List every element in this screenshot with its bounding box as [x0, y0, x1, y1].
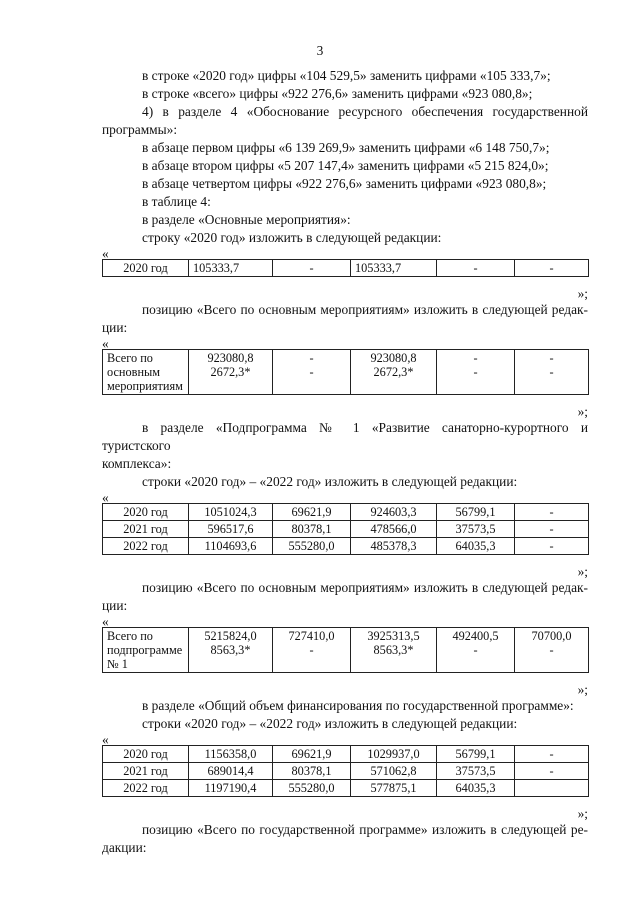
table-cell: 69621,9 — [273, 746, 351, 763]
closing-quote: »; — [577, 404, 588, 419]
table-row — [103, 260, 589, 277]
text-line: программы»: — [102, 122, 178, 137]
value-reserve: 2672,3* — [210, 365, 251, 379]
text-line: строку «2020 год» изложить в следующей редакции: — [142, 230, 442, 245]
text-line: ции: — [102, 320, 128, 335]
text-line: 4) в разделе 4 «Обоснование ресурсного обеспечения государственной — [142, 104, 588, 119]
table-cell: 105333,7 — [189, 260, 273, 277]
value-reserve: 8563,3* — [373, 643, 414, 657]
table-cell: 2021 год — [103, 763, 189, 780]
table-subprogram-years — [102, 503, 589, 555]
table-row — [103, 628, 589, 673]
table-cell: - — [515, 746, 589, 763]
table-cell: 80378,1 — [273, 521, 351, 538]
text-line: в абзаце первом цифры «6 139 269,9» заменить цифрами «6 148 750,7»; — [142, 140, 550, 155]
label-line: № 1 — [107, 657, 128, 671]
table-row — [103, 746, 589, 763]
value-total: - — [473, 351, 478, 365]
table-cell: 596517,6 — [189, 521, 273, 538]
table-cell — [351, 628, 437, 673]
text-line: в таблице 4: — [142, 194, 211, 209]
text-line: в абзаце четвертом цифры «922 276,6» заменить цифрами «923 080,8»; — [142, 176, 547, 191]
value-reserve: 8563,3* — [210, 643, 251, 657]
label-line: мероприятиям — [107, 379, 183, 393]
label-line: подпрограмме — [107, 643, 183, 657]
table-cell: 1051024,3 — [189, 504, 273, 521]
closing-quote: »; — [577, 286, 588, 301]
table-row — [103, 504, 589, 521]
text-line: в разделе «Подпрограмма № 1 «Развитие санаторно-курортного и туристского — [102, 420, 588, 453]
text-line: в разделе «Основные мероприятия»: — [142, 212, 351, 227]
text-line: позицию «Всего по государственной программе» изложить в следующей ре- — [142, 822, 588, 837]
opening-quote: « — [102, 246, 109, 261]
opening-quote: « — [102, 614, 109, 629]
value-total: 492400,5 — [452, 629, 499, 643]
table-cell: - — [515, 763, 589, 780]
closing-quote: »; — [577, 682, 588, 697]
text-line: строки «2020 год» – «2022 год» изложить в следующей редакции: — [142, 716, 518, 731]
table-cell: 571062,8 — [351, 763, 437, 780]
table-cell: 2020 год — [103, 260, 189, 277]
table-cell: 64035,3 — [437, 538, 515, 555]
value-total: - — [309, 351, 314, 365]
value-reserve: 2672,3* — [373, 365, 414, 379]
value-reserve: - — [473, 365, 478, 379]
table-cell: 37573,5 — [437, 763, 515, 780]
table-cell: 69621,9 — [273, 504, 351, 521]
closing-quote: »; — [577, 564, 588, 579]
table-cell: 1197190,4 — [189, 780, 273, 797]
table-cell: 56799,1 — [437, 746, 515, 763]
text-line: ции: — [102, 598, 128, 613]
value-total: - — [549, 351, 554, 365]
table-row — [103, 521, 589, 538]
value-total: 3925313,5 — [367, 629, 420, 643]
table-cell — [437, 628, 515, 673]
table-cell: 2020 год — [103, 746, 189, 763]
table-cell: 2020 год — [103, 504, 189, 521]
table-cell: 485378,3 — [351, 538, 437, 555]
text-line: в разделе «Общий объем финансирования по государственной программе»: — [142, 698, 574, 713]
table-cell — [351, 350, 437, 395]
table-row — [103, 538, 589, 555]
table-cell — [515, 780, 589, 797]
table-cell: 478566,0 — [351, 521, 437, 538]
table-cell: 2022 год — [103, 538, 189, 555]
text-line: дакции: — [102, 840, 147, 855]
text-line: комплекса»: — [102, 456, 172, 471]
value-total: 5215824,0 — [204, 629, 257, 643]
table-cell: 1029937,0 — [351, 746, 437, 763]
table-cell: - — [515, 260, 589, 277]
text-line: в строке «2020 год» цифры «104 529,5» заменить цифрами «105 333,7»; — [142, 68, 551, 83]
text-line: строки «2020 год» – «2022 год» изложить в следующей редакции: — [142, 474, 518, 489]
table-row — [103, 780, 589, 797]
opening-quote: « — [102, 336, 109, 351]
table-cell: - — [515, 504, 589, 521]
table-cell — [515, 350, 589, 395]
value-reserve: - — [549, 643, 554, 657]
table-cell-label — [103, 628, 189, 673]
table-cell: 105333,7 — [351, 260, 437, 277]
table-cell: - — [437, 260, 515, 277]
table-cell — [437, 350, 515, 395]
table-row — [103, 763, 589, 780]
table-cell: 689014,4 — [189, 763, 273, 780]
table-cell: - — [273, 260, 351, 277]
value-reserve: - — [309, 643, 314, 657]
closing-quote: »; — [577, 806, 588, 821]
table-cell — [273, 350, 351, 395]
table-cell: 80378,1 — [273, 763, 351, 780]
value-total: 727410,0 — [288, 629, 335, 643]
table-cell-label — [103, 350, 189, 395]
table-cell: 924603,3 — [351, 504, 437, 521]
table-cell: 37573,5 — [437, 521, 515, 538]
label-line: Всего по — [107, 629, 153, 643]
text-line: позицию «Всего по основным мероприятиям» изложить в следующей редак- — [142, 580, 588, 595]
table-cell: 56799,1 — [437, 504, 515, 521]
label-line: Всего по — [107, 351, 153, 365]
opening-quote: « — [102, 490, 109, 505]
text-line: позицию «Всего по основным мероприятиям» изложить в следующей редак- — [142, 302, 588, 317]
value-total: 70700,0 — [531, 629, 572, 643]
text-line: в абзаце втором цифры «5 207 147,4» заменить цифрами «5 215 824,0»; — [142, 158, 549, 173]
table-cell: 64035,3 — [437, 780, 515, 797]
table-cell: 2021 год — [103, 521, 189, 538]
page-number: 3 — [316, 43, 324, 58]
table-row — [103, 350, 589, 395]
table-cell — [189, 350, 273, 395]
table-cell — [515, 628, 589, 673]
opening-quote: « — [102, 732, 109, 747]
table-cell — [189, 628, 273, 673]
value-reserve: - — [549, 365, 554, 379]
text-line: в строке «всего» цифры «922 276,6» заменить цифрами «923 080,8»; — [142, 86, 533, 101]
table-cell: 555280,0 — [273, 780, 351, 797]
table-program-years — [102, 745, 589, 797]
table-main-2020 — [102, 259, 589, 277]
table-cell: 555280,0 — [273, 538, 351, 555]
table-subprogram-total — [102, 627, 589, 673]
table-cell: 1104693,6 — [189, 538, 273, 555]
table-cell: 1156358,0 — [189, 746, 273, 763]
value-total: 923080,8 — [207, 351, 254, 365]
document-body — [102, 67, 588, 857]
table-main-total — [102, 349, 589, 395]
table-cell: - — [515, 521, 589, 538]
table-cell: 577875,1 — [351, 780, 437, 797]
value-total: 923080,8 — [370, 351, 417, 365]
table-cell — [273, 628, 351, 673]
label-line: основным — [107, 365, 161, 379]
table-cell: - — [515, 538, 589, 555]
value-reserve: - — [473, 643, 478, 657]
table-cell: 2022 год — [103, 780, 189, 797]
value-reserve: - — [309, 365, 314, 379]
